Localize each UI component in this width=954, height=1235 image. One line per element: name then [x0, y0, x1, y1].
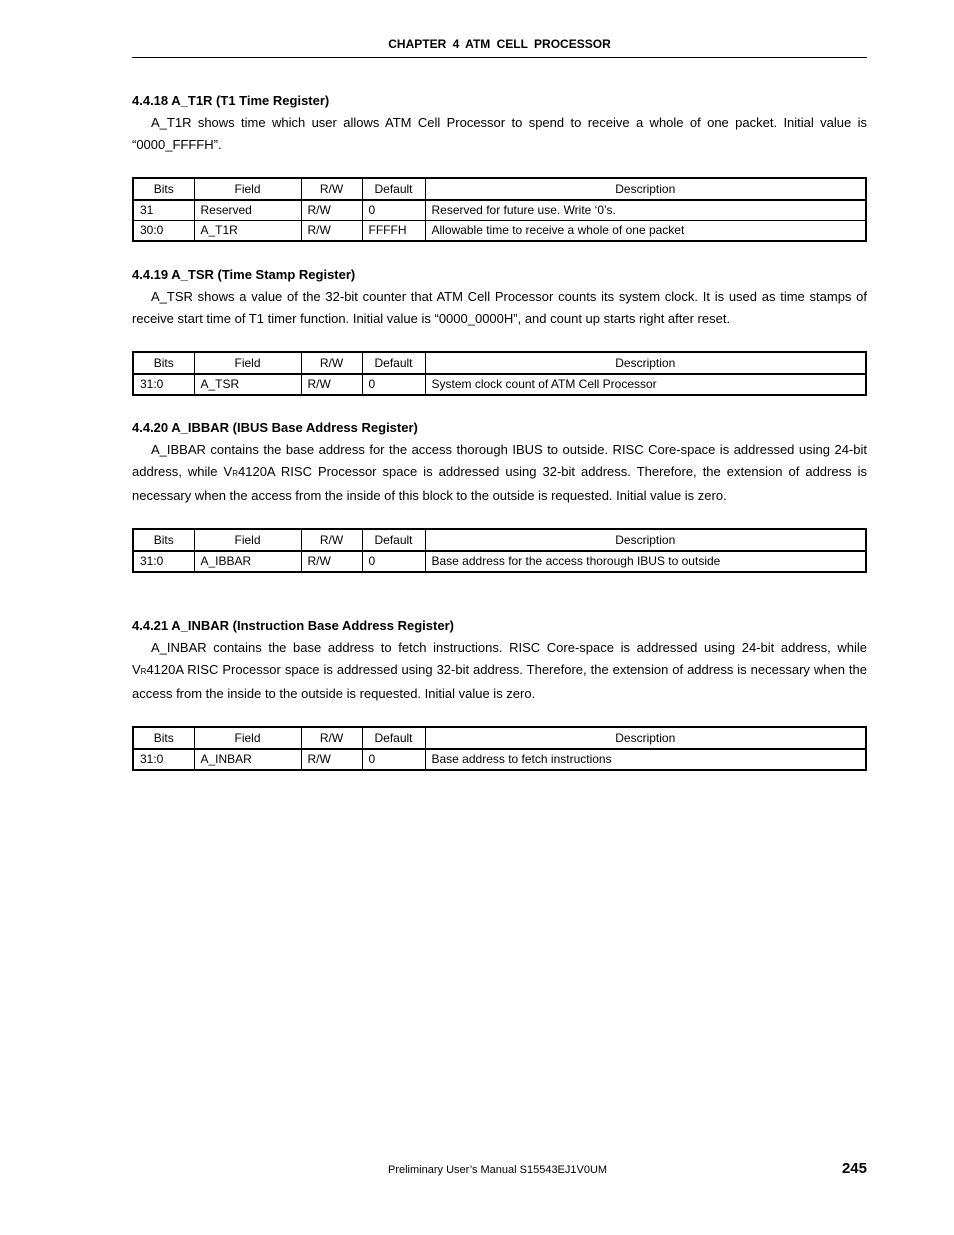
cell-bits: 31 — [133, 200, 194, 221]
body-text-pre: A_INBAR contains the base address to fetch instructions. RISC Core-space is addressed using 24-bit address, while V — [132, 640, 867, 677]
cell-description: Base address for the access thorough IBUS to outside — [425, 551, 866, 572]
col-header-bits: Bits — [133, 352, 194, 374]
table-header-row — [133, 352, 866, 374]
body-text-subscript: R — [140, 667, 147, 676]
cell-rw: R/W — [301, 551, 362, 572]
col-header-field: Field — [194, 178, 301, 200]
col-header-rw: R/W — [301, 529, 362, 551]
table-row — [133, 374, 866, 395]
table-header-row — [133, 178, 866, 200]
section-body: A_TSR shows a value of the 32-bit counter that ATM Cell Processor counts its system clock. It is used as time stamps of receive start time of T1 timer function. Initial value is “0000_0000H”, and count up starts right after reset. — [132, 289, 867, 326]
col-header-default: Default — [362, 178, 425, 200]
section-a-ibbar — [132, 418, 867, 573]
col-header-rw: R/W — [301, 178, 362, 200]
col-header-bits: Bits — [133, 529, 194, 551]
col-header-default: Default — [362, 352, 425, 374]
header-rule — [132, 57, 867, 58]
col-header-default: Default — [362, 529, 425, 551]
cell-field: A_T1R — [194, 221, 301, 242]
section-body — [132, 637, 867, 705]
table-row — [133, 551, 866, 572]
body-text-post: 4120A RISC Processor space is addressed using 32-bit address. Therefore, the extension of address is necessary when the access from the inside to the outside is requested. Initial value is zero. — [132, 662, 867, 701]
section-title: 4.4.19 A_TSR (Time Stamp Register) — [132, 267, 356, 282]
cell-rw: R/W — [301, 749, 362, 770]
register-table — [132, 528, 867, 573]
cell-field: A_INBAR — [194, 749, 301, 770]
cell-default: 0 — [362, 200, 425, 221]
footer-manual-id: Preliminary User’s Manual S15543EJ1V0UM — [388, 1164, 608, 1176]
section-title: 4.4.20 A_IBBAR (IBUS Base Address Register) — [132, 420, 418, 435]
cell-description: Reserved for future use. Write ‘0’s. — [425, 200, 866, 221]
body-text-pre: A_IBBAR contains the base address for the access thorough IBUS to outside. RISC Core-space is addressed using 24-bit address, while V — [132, 442, 867, 479]
cell-field: Reserved — [194, 200, 301, 221]
table-row — [133, 749, 866, 770]
col-header-field: Field — [194, 352, 301, 374]
col-header-rw: R/W — [301, 352, 362, 374]
col-header-description: Description — [425, 352, 866, 374]
section-a-inbar — [132, 616, 867, 771]
table-header-row — [133, 727, 866, 749]
body-text-subscript: R — [232, 469, 238, 478]
cell-rw: R/W — [301, 200, 362, 221]
cell-default: 0 — [362, 374, 425, 395]
register-table — [132, 351, 867, 396]
col-header-bits: Bits — [133, 178, 194, 200]
chapter-header: CHAPTER 4 ATM CELL PROCESSOR — [388, 37, 611, 51]
cell-description: Allowable time to receive a whole of one packet — [425, 221, 866, 242]
cell-default: 0 — [362, 749, 425, 770]
cell-rw: R/W — [301, 221, 362, 242]
cell-description: System clock count of ATM Cell Processor — [425, 374, 866, 395]
cell-field: A_TSR — [194, 374, 301, 395]
table-header-row — [133, 529, 866, 551]
cell-default: 0 — [362, 551, 425, 572]
section-title: 4.4.21 A_INBAR (Instruction Base Address Register) — [132, 618, 454, 633]
col-header-rw: R/W — [301, 727, 362, 749]
col-header-description: Description — [425, 529, 866, 551]
section-body: A_T1R shows time which user allows ATM Cell Processor to spend to receive a whole of one packet. Initial value is “0000_FFFFH”. — [132, 115, 867, 152]
cell-bits: 30:0 — [133, 221, 194, 242]
section-body — [132, 439, 867, 507]
cell-bits: 31:0 — [133, 551, 194, 572]
col-header-description: Description — [425, 178, 866, 200]
col-header-bits: Bits — [133, 727, 194, 749]
body-text-post: 4120A RISC Processor space is addressed using 32-bit address. Therefore, the extension of address is necessary when the access from the inside of this block to the outside is requested. Initial value is zero. — [132, 464, 867, 503]
register-table — [132, 726, 867, 771]
cell-default: FFFFH — [362, 221, 425, 242]
cell-description: Base address to fetch instructions — [425, 749, 866, 770]
section-title: 4.4.18 A_T1R (T1 Time Register) — [132, 93, 330, 108]
col-header-default: Default — [362, 727, 425, 749]
register-table — [132, 177, 867, 242]
cell-bits: 31:0 — [133, 374, 194, 395]
col-header-field: Field — [194, 529, 301, 551]
table-row — [133, 221, 866, 242]
section-a-tsr — [132, 265, 867, 396]
col-header-description: Description — [425, 727, 866, 749]
cell-field: A_IBBAR — [194, 551, 301, 572]
col-header-field: Field — [194, 727, 301, 749]
cell-bits: 31:0 — [133, 749, 194, 770]
table-row — [133, 200, 866, 221]
page-number: 245 — [841, 1160, 867, 1177]
cell-rw: R/W — [301, 374, 362, 395]
section-a-t1r — [132, 91, 867, 242]
